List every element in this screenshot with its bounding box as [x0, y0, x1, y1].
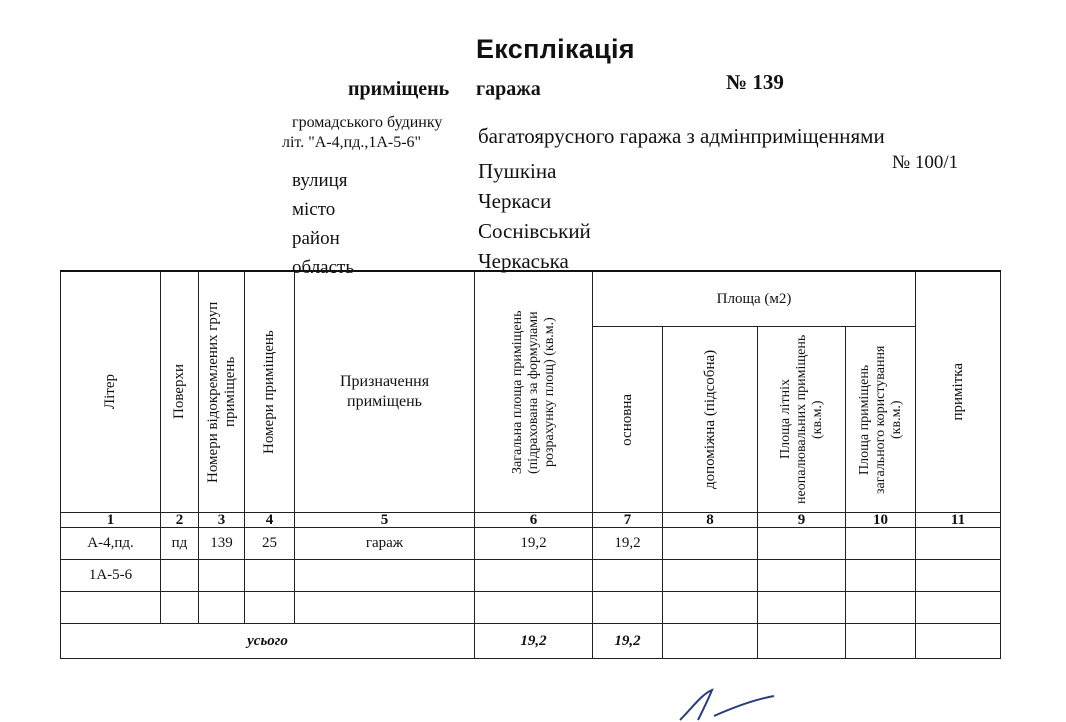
cell-total-area: [475, 560, 593, 592]
header-group-numbers: Номери відокремлених груп приміщень: [199, 271, 245, 513]
subtitle-rooms: приміщень: [348, 78, 450, 100]
column-number: 7: [593, 513, 663, 528]
cell-summer-area: [758, 528, 846, 560]
column-number: 8: [663, 513, 758, 528]
cell-common-area: [846, 560, 916, 592]
header-auxiliary: допоміжна (підсобна): [663, 326, 758, 512]
cell-floor: [161, 592, 199, 624]
header-room-numbers: Номери приміщень: [245, 271, 295, 513]
explication-number: № 139: [726, 70, 784, 94]
cell-purpose: [295, 560, 475, 592]
cell-litera: А-4,пд.: [61, 528, 161, 560]
cell-total-area: 19,2: [475, 528, 593, 560]
cell-summer-area: [758, 592, 846, 624]
total-empty: [846, 624, 916, 659]
cell-main-area: [593, 560, 663, 592]
header-main: основна: [593, 326, 663, 512]
cell-note: [916, 592, 1001, 624]
column-number: 1: [61, 513, 161, 528]
header-litera: Літер: [61, 271, 161, 513]
cell-group-number: [199, 592, 245, 624]
cell-main-area: 19,2: [593, 528, 663, 560]
cell-litera: [61, 592, 161, 624]
total-empty: [663, 624, 758, 659]
cell-litera: 1А-5-6: [61, 560, 161, 592]
cell-group-number: 139: [199, 528, 245, 560]
cell-common-area: [846, 528, 916, 560]
subtitle-garage: гаража: [476, 78, 541, 100]
total-row: [61, 624, 1001, 659]
column-number: 4: [245, 513, 295, 528]
table-row: [61, 592, 1001, 624]
street-label: вулиця: [292, 170, 348, 191]
region-label: область: [292, 257, 355, 278]
city-value: Черкаси: [478, 189, 552, 213]
column-number: 9: [758, 513, 846, 528]
cell-note: [916, 528, 1001, 560]
header-note: примітка: [916, 271, 1001, 513]
column-number: 10: [846, 513, 916, 528]
cell-summer-area: [758, 560, 846, 592]
cell-note: [916, 560, 1001, 592]
region-value: Черкаська: [478, 249, 569, 273]
total-area-sum: 19,2: [475, 624, 593, 659]
cell-auxiliary-area: [663, 592, 758, 624]
cell-room-number: [245, 560, 295, 592]
header-summer: Площа літніх неопалювальних приміщень (кв.м.): [758, 326, 846, 512]
signature: [662, 686, 782, 722]
cell-room-number: 25: [245, 528, 295, 560]
street-value: Пушкіна: [478, 159, 557, 183]
building-description: багатоярусного гаража з адмінприміщеннями: [478, 124, 885, 148]
house-number: № 100/1: [892, 152, 959, 173]
total-empty: [758, 624, 846, 659]
table-row: [61, 560, 1001, 592]
district-value: Соснівський: [478, 219, 591, 243]
cell-auxiliary-area: [663, 560, 758, 592]
column-number: 3: [199, 513, 245, 528]
table-row: [61, 528, 1001, 560]
city-label: місто: [292, 199, 336, 220]
header-total-area: Загальна площа приміщень (підрахована за формулами розрахунку площ) (кв.м.): [475, 271, 593, 513]
cell-purpose: [295, 592, 475, 624]
building-type-label: громадського будинку: [292, 114, 443, 131]
cell-auxiliary-area: [663, 528, 758, 560]
cell-group-number: [199, 560, 245, 592]
district-label: район: [292, 228, 340, 249]
header-area-group: Площа (м2): [593, 271, 916, 326]
explication-table: [60, 270, 1001, 659]
header-common: Площа приміщень загального користування (кв.м.): [846, 326, 916, 512]
total-empty: [916, 624, 1001, 659]
column-number: 11: [916, 513, 1001, 528]
cell-purpose: гараж: [295, 528, 475, 560]
column-number: 2: [161, 513, 199, 528]
cell-main-area: [593, 592, 663, 624]
column-number: 5: [295, 513, 475, 528]
cell-floor: [161, 560, 199, 592]
total-label: усього: [61, 624, 475, 659]
column-number: 6: [475, 513, 593, 528]
document-title: Експлікація: [476, 34, 635, 64]
cell-total-area: [475, 592, 593, 624]
total-main-sum: 19,2: [593, 624, 663, 659]
letter-label: літ. "А-4,пд.,1А-5-6": [282, 134, 422, 151]
cell-room-number: [245, 592, 295, 624]
header-floors: Поверхи: [161, 271, 199, 513]
header-purpose: Призначення приміщень: [295, 271, 475, 513]
cell-common-area: [846, 592, 916, 624]
cell-floor: пд: [161, 528, 199, 560]
column-number-row: [61, 513, 1001, 528]
